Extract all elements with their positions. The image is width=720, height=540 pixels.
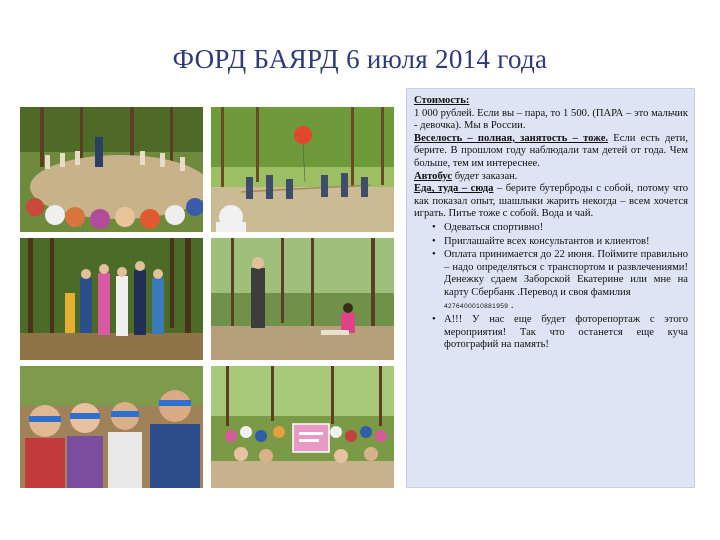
bus-text: будет заказан. (452, 170, 518, 182)
food-text: – берите бутерброды с собой, потому что как показал опыт, шашлыки жарить некогда – всем хочется играть. Питье тоже с собой. Вода и чай. (414, 183, 689, 220)
food-label: Еда, туда – сюда (414, 183, 494, 195)
bullet-item: • Одеваться спортивно! (444, 222, 688, 235)
page-title: ФОРД БАЯРД 6 июля 2014 года (172, 44, 548, 74)
info-bullet-list (414, 222, 688, 352)
photo-guitar-game (211, 238, 394, 360)
photo-blindfold-game (20, 366, 203, 488)
fun-label: Веселость – полная, занятость – тоже. (414, 132, 609, 144)
bullet-item (444, 249, 688, 313)
photo-circle-group (20, 107, 203, 232)
cost-label: Стоимость: (414, 95, 470, 106)
photo-tug-of-war (211, 107, 394, 232)
bullet-item: • А!!! У нас еще будет фоторепортаж с этого мероприятия! Так что останется еще куча фотографий на память! (444, 314, 688, 352)
bus-label: Автобус (414, 170, 453, 182)
fun-text: Если есть дети, берите. В прошлом году наблюдали там детей от года. Чем больше, тем им интереснее. (414, 132, 688, 169)
bullet-item: • Приглашайте всех консультантов и клиентов! (444, 236, 688, 249)
payment-text: Оплата принимается до 22 июня. Поймите правильно – надо определяться с транспортом и развлечениями! Денежку сдаем Заборской Екатерине или мне на карту Сбербанк .Перевод и своя фамилия (444, 249, 688, 298)
cost-text: 1 000 рублей. Если вы – пара, то 1 500. (ПАРА – это мальчик - девочка). Мы в России. (414, 107, 688, 132)
event-info-box (406, 88, 695, 488)
photo-group-banner (211, 366, 394, 488)
photo-group-in-forest (20, 238, 203, 360)
card-number: 4276400010881959 (444, 302, 509, 310)
card-suffix: . (508, 299, 514, 311)
